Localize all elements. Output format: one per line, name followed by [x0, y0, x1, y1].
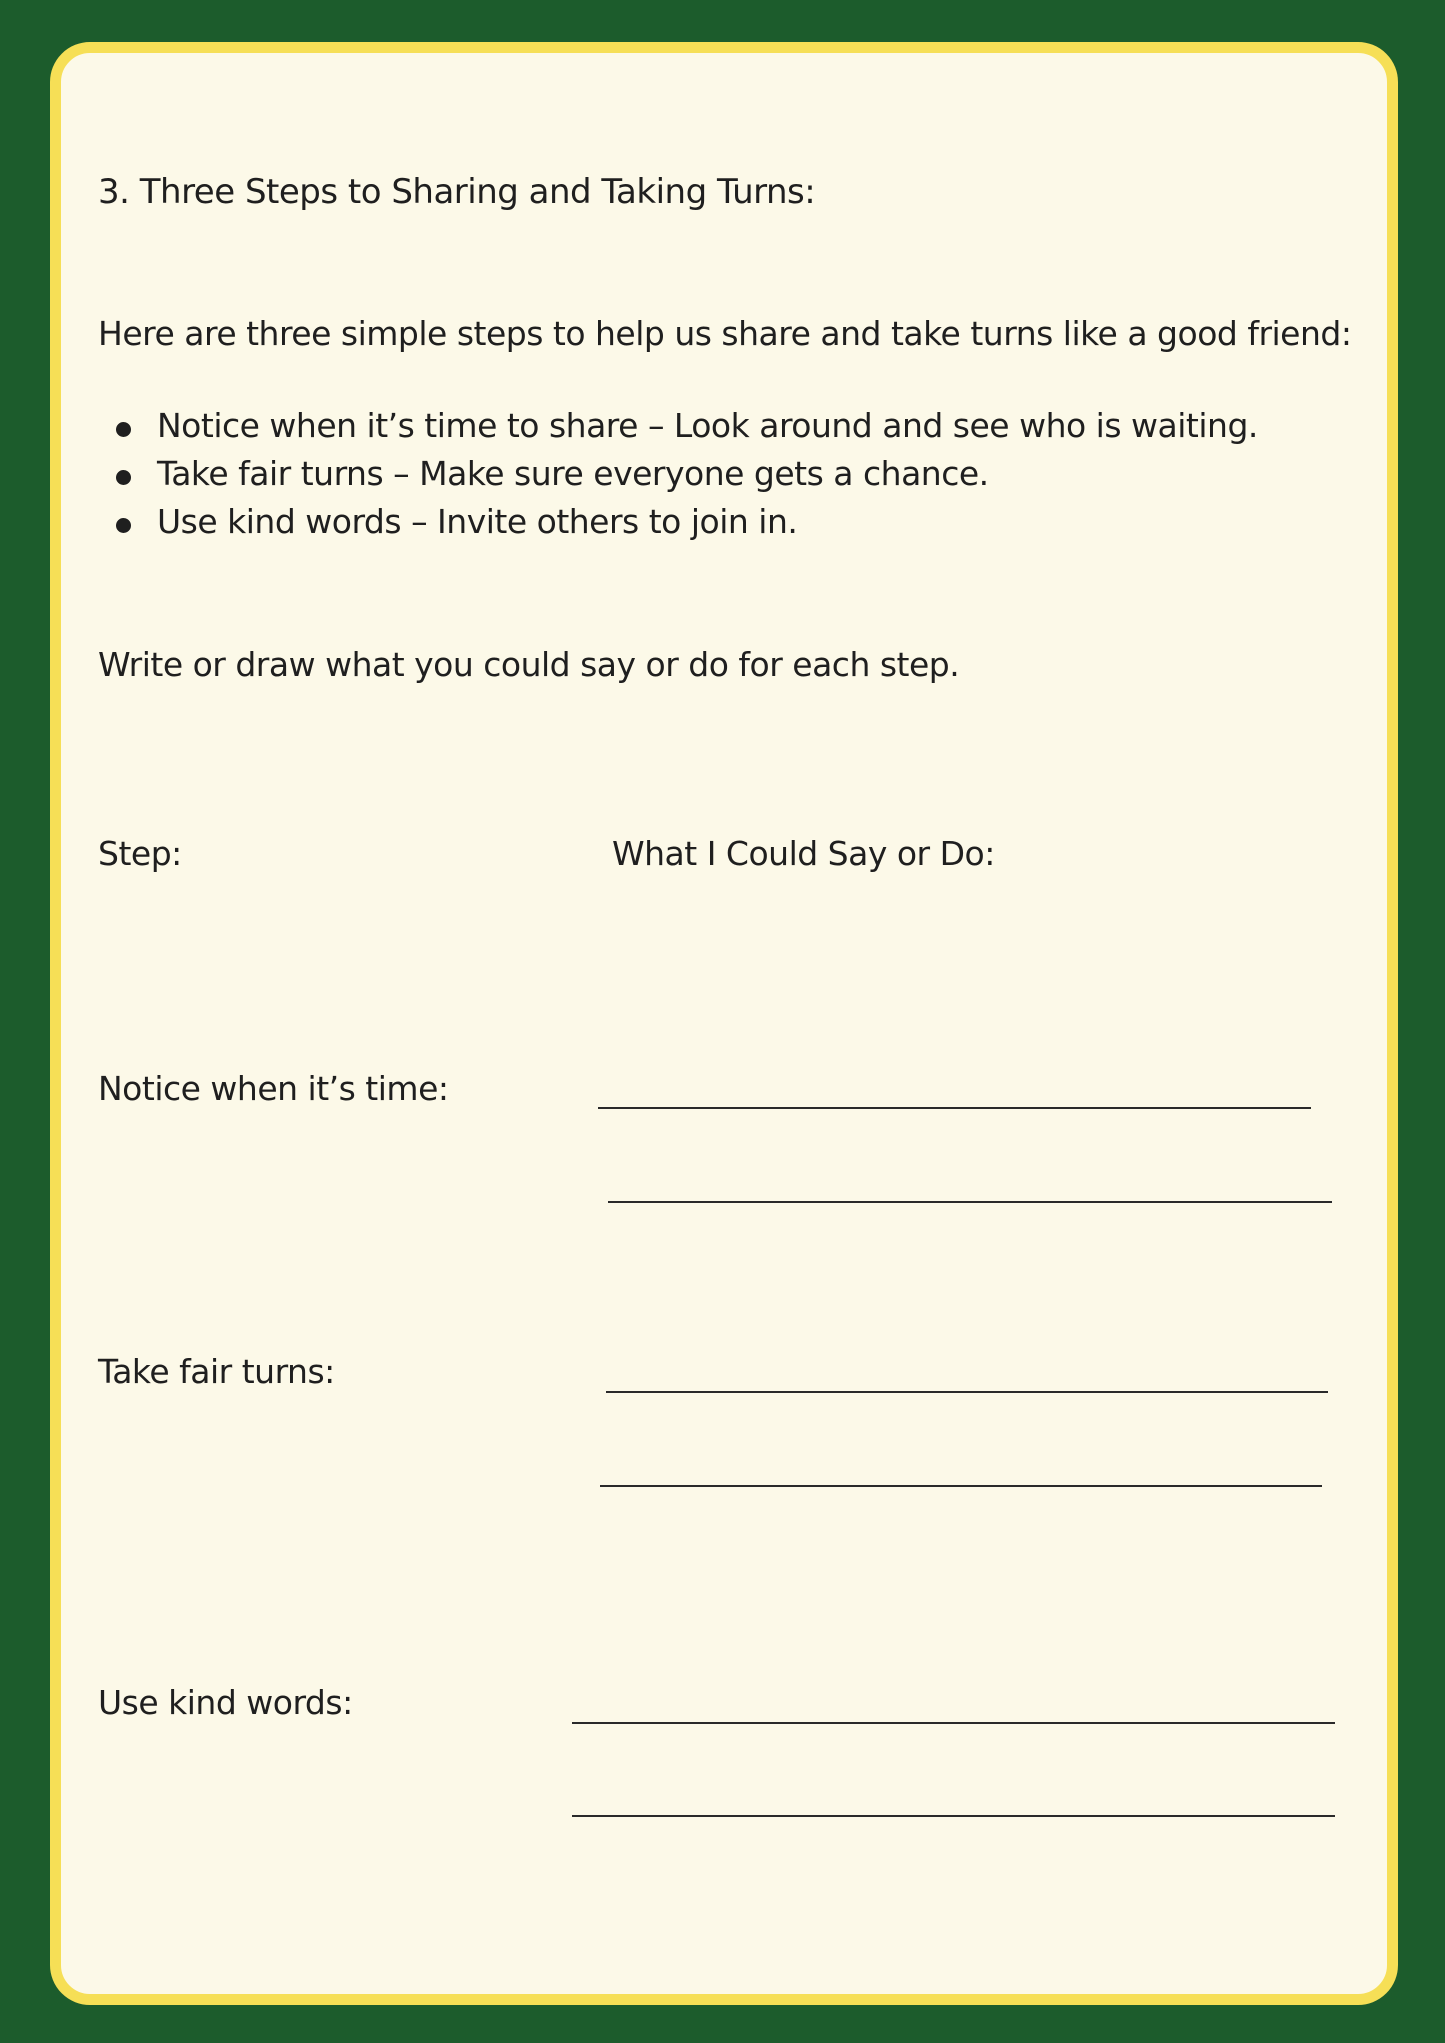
worksheet-title: 3. Three Steps to Sharing and Taking Turns: [98, 172, 816, 212]
list-item-label: Use kind words – Invite others to join in. [157, 502, 798, 541]
intro-text: Here are three simple steps to help us share and take turns like a good friend: [98, 314, 1352, 353]
answer-line-fair-turns-1[interactable] [606, 1391, 1328, 1393]
answer-line-notice-1[interactable] [598, 1107, 1311, 1109]
list-item-label: Notice when it’s time to share – Look around and see who is waiting. [157, 406, 1258, 445]
step-label-fair-turns: Take fair turns: [98, 1352, 335, 1391]
answer-line-fair-turns-2[interactable] [600, 1485, 1322, 1487]
bullet-icon [116, 470, 131, 485]
step-label-notice: Notice when it’s time: [98, 1069, 449, 1108]
answer-line-kind-words-2[interactable] [572, 1815, 1335, 1817]
bullet-icon [116, 518, 131, 533]
step-label-kind-words: Use kind words: [98, 1683, 353, 1722]
instruction-text: Write or draw what you could say or do for each step. [98, 645, 960, 684]
step-column-header: Step: [98, 834, 182, 873]
list-item-label: Take fair turns – Make sure everyone gets a chance. [157, 454, 989, 493]
answer-line-kind-words-1[interactable] [572, 1722, 1335, 1724]
bullet-icon [116, 422, 131, 437]
say-or-do-column-header: What I Could Say or Do: [612, 834, 995, 873]
answer-line-notice-2[interactable] [608, 1201, 1332, 1203]
